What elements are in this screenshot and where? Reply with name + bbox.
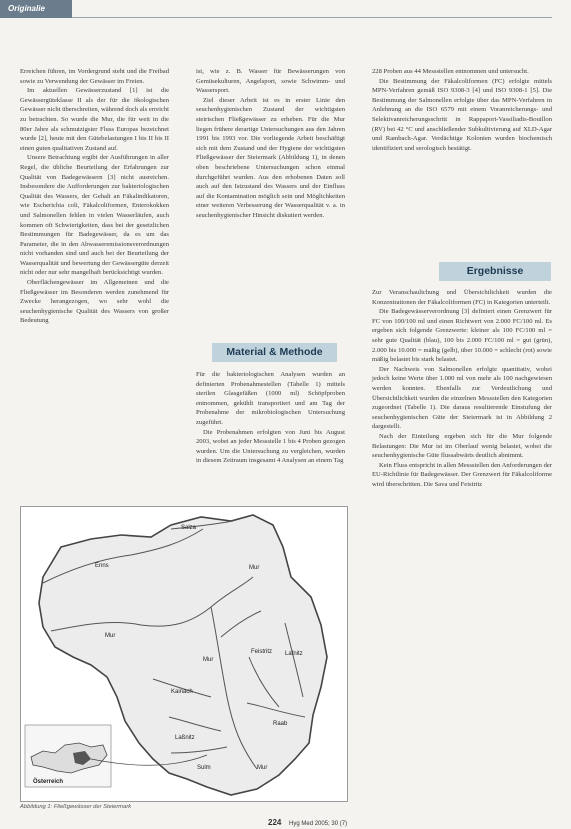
- text-column-1: [20, 67, 169, 326]
- paragraph: Nach der Einteilung ergeben sich für die Mur folgende Belastungen: Die Mur ist im Oberlauf wenig belastet, wobei die seuchenhygienische Güte flussabwärts deutlich abnimmt.: [372, 432, 552, 460]
- label-feistritz: Feistritz: [251, 649, 272, 655]
- paragraph: Für die bakteriologischen Analysen wurden an definierten Probenahmestellen (Tabelle 1) mittels sterilen Glasgefäßen (1000 ml) Schöpfproben entnommen, gekühlt transportiert und am Tag der Probenahme der mikrobiologischen Untersuchung zugeführt.: [196, 371, 345, 426]
- page-footer: [268, 818, 388, 827]
- label-austria: Österreich: [33, 779, 64, 785]
- paragraph: Zur Veranschaulichung und Übersichtlichkeit wurden die Konzentrationen der Fäkalcoliformen (FC) in Kategorien unterteilt.: [372, 289, 552, 306]
- paragraph: Oberflächengewässer im Allgemeinen und die Fließgewässer im Besonderen werden zunehmend für Zwecke herangezogen, wo sehr wohl die seuchenhygienische Qualität des Wassers von großer Bedeutung: [20, 279, 169, 325]
- label-enns: Enns: [95, 563, 109, 569]
- journal-reference: Hyg Med 2005; 30 (7): [289, 821, 348, 827]
- label-sulm: Sulm: [197, 765, 211, 771]
- text-column-3: [372, 67, 552, 153]
- label-lafnitz: Lafnitz: [285, 651, 303, 657]
- text-column-2-methods: [196, 370, 345, 466]
- paragraph: Kein Fluss entspricht in allen Messstellen den Anforderungen der EU-Richtlinie für Badegewässer. Der Grenzwert für Fäkalcoliforme wird überschritten. Die Sava und Feistritz: [372, 461, 552, 488]
- label-lassnitz: Laßnitz: [175, 735, 195, 741]
- label-salza: Salza: [181, 525, 197, 531]
- paragraph: Erreichen führen, im Vordergrund steht und die Freibad sowie zu Verwendung der Gewässer im Freien.: [20, 68, 169, 85]
- header-rule: [72, 17, 552, 18]
- paragraph: Unsere Betrachtung ergibt der Ausführungen in aller Regel, die übliche Beurteilung der Erfahrungen zur Qualität von Badegewässern [3] nicht ausreichen. Insbesondere die Aufforderungen zur bakteriologischen Qualität des Wassers, der Gehalt an Fäkalindikatoren, wie Escherichia coli, Fäkalcoliformen, Enterokokken und Salmonellen fehlen in vielen Wasserläufen, auch kommen oft Schwierigkeiten, dass bei der gesetzlichen Bestimmungen für Badegewässer, da es um das Parameter, die in den Abwasseremissionsverordnungen nicht vorhanden sind und auch bei der Beurteilung der Wasserqualität und bewertung der Gewässergüte derzeit nicht oder nur sehr mangelhaft berücksichtigt wurden.: [20, 154, 169, 277]
- text-column-2: [196, 67, 345, 221]
- label-kainach: Kainach: [171, 689, 193, 695]
- paragraph: Die Badegewässerverordnung [3] definiert einen Grenzwert für FC von 100/100 ml und einen Richtwert von 2.000 FC/100 ml. Es ergeben sich folgende Grenzwerte: kleiner als 100 FC/100 ml = sehr gute Qualität (blau), 100 bis 2.000 FC/100 ml = gut (grün), 2.000 bis 10.000 = mäßig (gelb), über 10.000 = schlecht (rot) sowie mäßig belastet bis stark belastet.: [372, 308, 552, 364]
- paragraph: Der Nachweis von Salmonellen erfolgte quantitativ, wobei jedoch keine Werte über 1.000 ml von mehr als 100 nachgewiesen werden konnten. Ebenfalls zur Verdeutlichung und Übersichtlichkeit wurden die einzelnen Messstellen den Kategorien zugeordnet (Tabelle 1). Die daraus resultierende Einstufung der seuchenhygienischen Güte der Steiermark ist in Abbildung 2 dargestellt.: [372, 365, 552, 431]
- text-column-3-results: [372, 288, 552, 489]
- paragraph: Ziel dieser Arbeit ist es in erster Linie den seuchenhygienischen Zustand der wichtigsten steirischen Fließgewässer zu erheben. Für die Mur liegen frühere derartige Untersuchungen aus den Jahren 1991 bis 1993 vor. Die vorliegende Arbeit beschäftigt sich mit dem Zustand und der Hygiene der wichtigsten Fließgewässer der Steiermark (Abbildung 1), in denen oben beschriebene Untersuchungen schon einmal durchgeführt wurden. Aus den erhobenen Daten soll auch auf den Istzustand des Wassers und der Einfluss auf die Kontamination möglich sein und Möglichkeiten einer weiteren Verbesserung der Wasserqualität v. a. in seuchenhygienischer Hinsicht diskutiert werden.: [196, 96, 345, 219]
- austria-inset: [25, 725, 111, 787]
- paragraph: ist, wie z. B. Wasser für Bewässerungen von Gemüsekulturen, Angelsport, sowie Schwimm- und Wassersport.: [196, 68, 345, 95]
- label-mur-center: Mur: [203, 657, 214, 663]
- label-mur-lower: Mur: [257, 765, 268, 771]
- label-mur-left: Mur: [105, 633, 116, 639]
- paragraph: 228 Proben aus 44 Messstellen entnommen und untersucht.: [372, 68, 529, 75]
- section-heading-ergebnisse: Ergebnisse: [439, 262, 551, 281]
- section-heading-material: Material & Methode: [212, 343, 337, 362]
- paragraph: Die Probenahmen erfolgten von Juni bis August 2003, wobei an jeder Messstelle 1 bis 4 Proben gezogen wurden. Um die Untersuchung zu vergleichen, wurden in diesem Zeitraum insgesamt 4 Analysen an einem Tag: [196, 428, 345, 465]
- label-mur-upper: Mur: [249, 565, 260, 571]
- paragraph: Im aktuellen Gewässerzustand [1] ist die Gewässergüteklasse II als der für die ökologischen Gewässer nicht überschreiten, während doch als erreicht zu betrachten. So wurde die Mur, die für weit in die 80er Jahre als schmutzigster Fluss Europas bezeichnet wurde [2], heute mit den Gütebelastungen I bis II bis II einen guten qualitativen Zustand auf.: [20, 87, 169, 152]
- styria-river-map: [21, 507, 347, 801]
- figure-caption: Abbildung 1: Fließgewässer der Steiermark: [20, 804, 132, 810]
- page-number: 224: [268, 818, 282, 827]
- paragraph: Die Bestimmung der Fäkalcoliformen (FC) erfolgte mittels MPN-Verfahren gemäß ISO 9308-3 [4] und ISO 9308-1 [5]. Die Bestimmung der Salmonellen erfolgte über das MPN-Verfahren in Anlehnung an die ISO 6579 mit einem Voranreicherungs- und Selektivanreicherungsschritt in Rappaport-Vassiliadis-Bouillon (RV) bei 42 °C und anschließender Subkultivierung auf XLD-Agar und Rambach-Agar. Verdächtige Kolonien wurden biochemisch identifiziert und serologisch bestätigt.: [372, 77, 552, 152]
- section-tab: Originalie: [0, 0, 72, 18]
- label-raab: Raab: [273, 721, 288, 727]
- rivers-map-figure: [20, 506, 348, 802]
